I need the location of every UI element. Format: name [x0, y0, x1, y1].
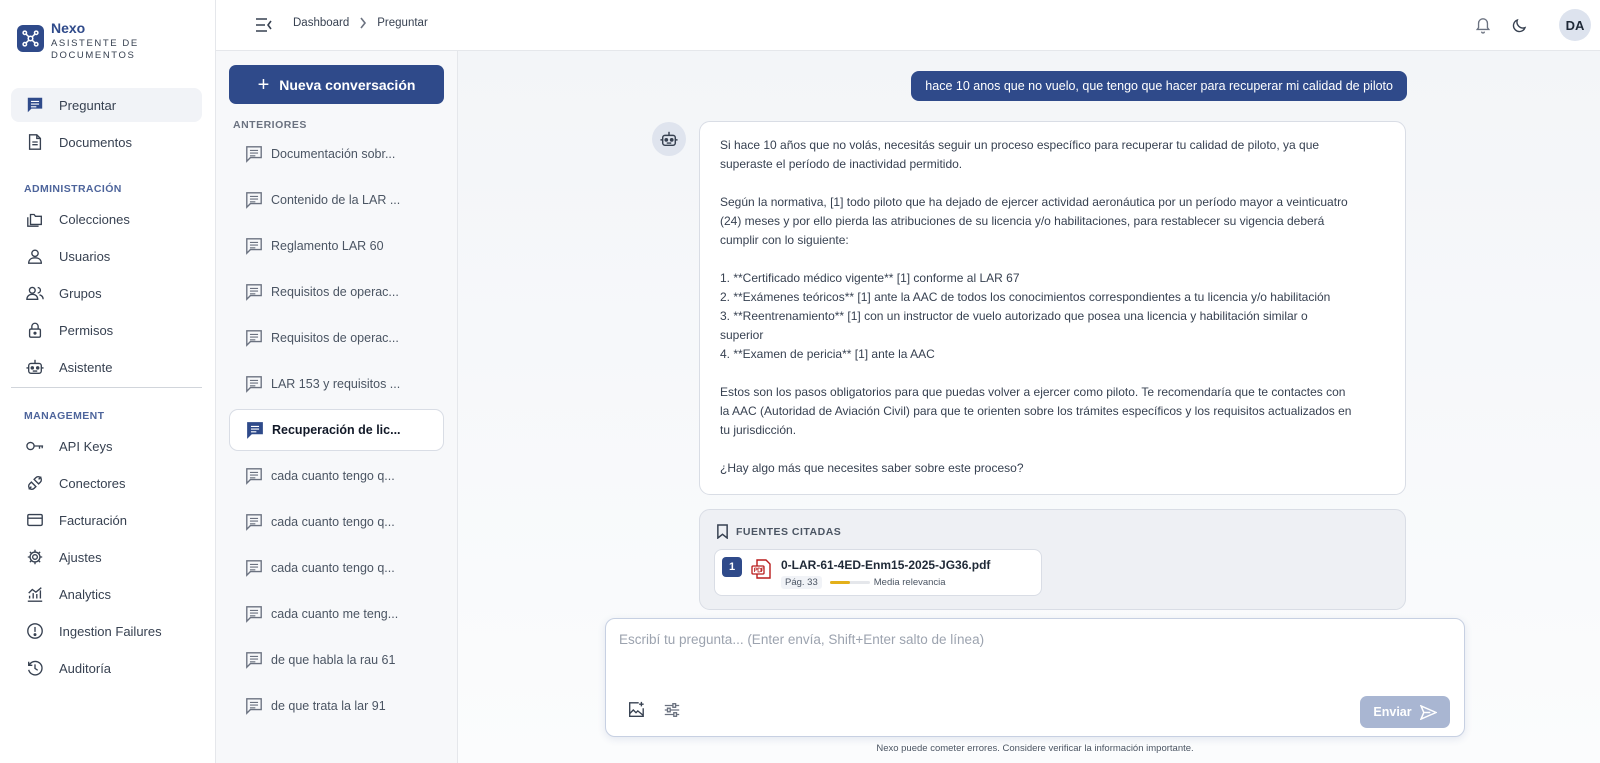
conversation-label: Requisitos de operac...: [271, 285, 399, 299]
user-icon: [25, 246, 45, 266]
sidebar-item-api-keys[interactable]: [11, 429, 202, 463]
conversation-label: Recuperación de lic...: [272, 423, 401, 437]
message-text: superaste el período de inactividad permitido.: [720, 157, 963, 171]
message-input[interactable]: [619, 632, 1449, 682]
send-button[interactable]: [1360, 696, 1450, 728]
avatar[interactable]: DA: [1559, 9, 1591, 41]
conversation-label: cada cuanto me teng...: [271, 607, 399, 621]
chat-icon: [245, 283, 263, 301]
message-text: superior: [720, 328, 764, 342]
chat-icon: [245, 237, 263, 255]
conversation-item[interactable]: [229, 317, 444, 359]
folders-icon: [25, 209, 45, 229]
brand-name: Nexo: [51, 20, 86, 36]
message-text: (24) meses y por ello pierda las atribuciones de su licencia y/o habilitaciones, para restablecer su vigencia deberá: [720, 214, 1325, 228]
sidebar-item-label: Facturación: [59, 512, 127, 528]
sidebar-item-colecciones[interactable]: [11, 202, 202, 236]
message-text: 1. **Certificado médico vigente** [1] conforme al LAR 67: [720, 271, 1020, 285]
gear-icon: [25, 547, 45, 567]
conversation-item[interactable]: [229, 639, 444, 681]
chat-icon: [245, 651, 263, 669]
sidebar-divider: [11, 387, 202, 388]
conversation-label: cada cuanto tengo q...: [271, 561, 395, 575]
chat-icon: [245, 375, 263, 393]
top-bar: [216, 0, 1600, 51]
conversation-label: Contenido de la LAR ...: [271, 193, 401, 207]
assistant-message: [699, 121, 1406, 495]
conversation-item[interactable]: [229, 409, 444, 451]
key-icon: [25, 436, 45, 456]
chat-icon: [245, 605, 263, 623]
message-text: 2. **Exámenes teóricos** [1] ante la AAC de todos los conocimientos correspondientes a tu licencia y/o habilitación: [720, 290, 1331, 304]
sliders-icon[interactable]: [661, 699, 683, 721]
new-conversation-label: Nueva conversación: [279, 76, 416, 93]
conversation-item[interactable]: [229, 271, 444, 313]
chat-icon: [246, 421, 264, 439]
sidebar-item-label: Conectores: [59, 475, 126, 491]
sidebar-item-label: Asistente: [59, 359, 113, 375]
sidebar-item-preguntar[interactable]: [11, 88, 202, 122]
analytics-icon: [25, 584, 45, 604]
conversation-label: Requisitos de operac...: [271, 331, 399, 345]
cited-sources: [699, 509, 1406, 610]
sidebar-item-ajustes[interactable]: [11, 540, 202, 574]
source-card[interactable]: [714, 549, 1042, 596]
conversation-item[interactable]: [229, 133, 444, 175]
source-meta: [781, 576, 946, 589]
chat-icon: [245, 467, 263, 485]
message-text: tu jurisdicción.: [720, 423, 797, 437]
sidebar-item-label: Documentos: [59, 134, 132, 150]
sidebar-item-label: Ajustes: [59, 549, 102, 565]
conversation-item[interactable]: [229, 179, 444, 221]
brand-subtitle: ASISTENTE DE: [51, 38, 139, 49]
conversation-item[interactable]: [229, 685, 444, 727]
new-conversation-button[interactable]: [229, 65, 444, 104]
section-title-admin: ADMINISTRACIÓN: [24, 183, 122, 195]
message-text: 4. **Examen de pericia** [1] ante la AAC: [720, 347, 935, 361]
chat-icon: [245, 145, 263, 163]
sidebar-item-facturacion[interactable]: [11, 503, 202, 537]
sidebar-item-documentos[interactable]: [11, 125, 202, 159]
conversation-label: LAR 153 y requisitos ...: [271, 377, 401, 391]
history-icon: [25, 658, 45, 678]
chat-icon: [245, 559, 263, 577]
conversation-item[interactable]: [229, 363, 444, 405]
conversation-item[interactable]: [229, 501, 444, 543]
sidebar-item-grupos[interactable]: [11, 276, 202, 310]
lock-icon: [25, 320, 45, 340]
sidebar-item-label: Analytics: [59, 586, 112, 602]
relevance-bar: [830, 581, 870, 584]
chevron-right-icon: [359, 17, 367, 29]
logo-icon: [17, 25, 44, 52]
chat-icon: [25, 95, 45, 115]
disclaimer: Nexo puede cometer errores. Considere verificar la información importante.: [876, 743, 1194, 754]
section-title-management: MANAGEMENT: [24, 410, 105, 422]
source-page: Pág. 33: [781, 576, 822, 589]
breadcrumb-current: Preguntar: [377, 17, 428, 29]
conversation-list: [216, 51, 458, 763]
conversation-item[interactable]: [229, 225, 444, 267]
send-label: Enviar: [1373, 705, 1412, 719]
document-icon: [25, 132, 45, 152]
breadcrumb-dashboard[interactable]: Dashboard: [293, 17, 350, 29]
send-icon: [1420, 705, 1437, 720]
bookmark-icon: [716, 524, 729, 539]
message-composer: [605, 618, 1465, 737]
sidebar-item-conectores[interactable]: [11, 466, 202, 500]
plus-icon: +: [257, 73, 270, 96]
sidebar-item-label: Permisos: [59, 322, 114, 338]
conversation-label: Reglamento LAR 60: [271, 239, 384, 253]
message-text: Si hace 10 años que no volás, necesitás seguir un proceso específico para recuperar tu calidad de piloto, ya que: [720, 138, 1320, 152]
sidebar-toggle-icon[interactable]: [253, 14, 275, 36]
conversation-item[interactable]: [229, 547, 444, 589]
chat-icon: [245, 697, 263, 715]
moon-icon[interactable]: [1508, 14, 1530, 36]
message-text: la AAC (Autoridad de Aviación Civil) para que te orienten sobre los trámites específicos y los requisitos actualizados en: [720, 404, 1352, 418]
conversation-label: Documentación sobr...: [271, 147, 396, 161]
message-text: Según la normativa, [1] todo piloto que ha dejado de ejercer actividad aeronáutica por un período mayor a veinticuatro: [720, 195, 1348, 209]
breadcrumb: [293, 17, 428, 29]
relevance-label: Media relevancia: [873, 577, 946, 588]
pdf-icon: [751, 559, 771, 581]
conversation-label: cada cuanto tengo q...: [271, 515, 395, 529]
sidebar-item-usuarios[interactable]: [11, 239, 202, 273]
sidebar-item-label: Preguntar: [59, 97, 117, 113]
conversation-label: de que habla la rau 61: [271, 653, 396, 667]
chat-icon: [245, 513, 263, 531]
robot-icon: [25, 357, 45, 377]
chat-icon: [245, 191, 263, 209]
bell-icon[interactable]: [1472, 14, 1494, 36]
source-filename: 0-LAR-61-4ED-Enm15-2025-JG36.pdf: [781, 558, 991, 572]
source-number: 1: [722, 557, 742, 577]
brand[interactable]: [17, 20, 139, 62]
sidebar: [0, 0, 216, 763]
sidebar-item-label: API Keys: [59, 438, 113, 454]
brand-subtitle: DOCUMENTOS: [51, 50, 136, 61]
conversation-item[interactable]: [229, 455, 444, 497]
robot-icon: [652, 122, 686, 156]
sidebar-item-label: Grupos: [59, 285, 102, 301]
conversation-label: cada cuanto tengo q...: [271, 469, 395, 483]
section-title-previous: ANTERIORES: [233, 119, 307, 131]
sidebar-item-label: Ingestion Failures: [59, 623, 162, 639]
sidebar-item-ingestion-failures[interactable]: [11, 614, 202, 648]
sidebar-item-permisos[interactable]: [11, 313, 202, 347]
plug-icon: [25, 473, 45, 493]
sidebar-item-analytics[interactable]: [11, 577, 202, 611]
user-message: hace 10 anos que no vuelo, que tengo que hacer para recuperar mi calidad de piloto: [911, 71, 1407, 101]
chat-icon: [245, 329, 263, 347]
sidebar-item-auditoria[interactable]: [11, 651, 202, 685]
message-text: Estos son los pasos obligatorios para que puedas volver a ejercer como piloto. Te recomendaría que te contactes con: [720, 385, 1346, 399]
message-text: ¿Hay algo más que necesites saber sobre este proceso?: [720, 461, 1024, 475]
sidebar-item-label: Auditoría: [59, 660, 112, 676]
users-icon: [25, 283, 45, 303]
chat-area: [458, 51, 1600, 763]
image-upload-icon[interactable]: [625, 699, 647, 721]
conversation-label: de que trata la lar 91: [271, 699, 386, 713]
cited-sources-title: FUENTES CITADAS: [716, 524, 841, 539]
message-text: 3. **Reentrenamiento** [1] con un instructor de vuelo autorizado que posea una licencia y habilitación similar o: [720, 309, 1308, 323]
sidebar-item-label: Colecciones: [59, 211, 130, 227]
relevance-bar-fill: [830, 581, 850, 584]
sidebar-item-label: Usuarios: [59, 248, 111, 264]
message-text: cumplir con lo siguiente:: [720, 233, 849, 247]
credit-card-icon: [25, 510, 45, 530]
sidebar-item-asistente[interactable]: [11, 350, 202, 384]
conversation-item[interactable]: [229, 593, 444, 635]
alert-circle-icon: [25, 621, 45, 641]
